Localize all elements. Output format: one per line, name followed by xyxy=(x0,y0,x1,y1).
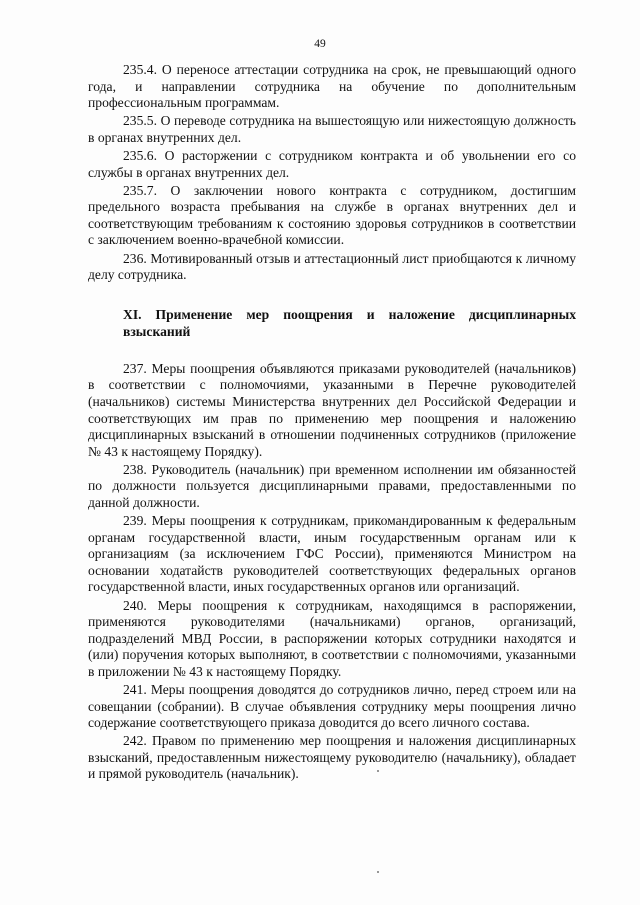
paragraph-235-4: 235.4. О переносе аттестации сотрудника на срок, не превышающий одного года, и направлении сотрудника на обучение по дополнительным профессиональным программам. xyxy=(88,62,576,111)
paragraph-241: 241. Меры поощрения доводятся до сотрудников лично, перед строем или на совещании (собрании). В случае объявления сотруднику меры поощрения лично содержание соответствующего приказа доводится до всего личного состава. xyxy=(88,682,576,731)
paragraph-238: 238. Руководитель (начальник) при временном исполнении им обязанностей по должности пользуется дисциплинарными правами, предоставленными по данной должности. xyxy=(88,461,576,510)
scan-speck xyxy=(377,770,379,772)
paragraph-237: 237. Меры поощрения объявляются приказами руководителей (начальников) в соответствии с полномочиями, указанными в Перечне руководителей (начальников) системы Министерства внутренних дел Российской Федерации и соответствующих им прав по применению мер поощрения и наложению дисциплинарных взысканий в отношении подчиненных сотрудников (приложение № 43 к настоящему Порядку). xyxy=(88,360,576,459)
paragraph-236: 236. Мотивированный отзыв и аттестационный лист приобщаются к личному делу сотрудника. xyxy=(88,250,576,283)
section-heading: XI. Применение мер поощрения и наложение дисциплинарных взысканий xyxy=(123,306,576,339)
page-number: 49 xyxy=(314,38,326,50)
paragraph-235-6: 235.6. О расторжении с сотрудником контракта и об увольнении его со службы в органах внутренних дел. xyxy=(88,147,576,180)
document-body xyxy=(88,62,576,785)
paragraph-235-7: 235.7. О заключении нового контракта с сотрудником, достигшим предельного возраста пребывания на службе в органах внутренних дел и соответствующим требованиям к состоянию здоровья сотрудников в соответствии с заключением военно-врачебной комиссии. xyxy=(88,182,576,248)
paragraph-235-5: 235.5. О переводе сотрудника на вышестоящую или нижестоящую должность в органах внутренних дел. xyxy=(88,113,576,145)
scan-speck xyxy=(377,871,379,873)
paragraph-242: 242. Правом по применению мер поощрения и наложения дисциплинарных взысканий, предоставленным нижестоящему руководителю (начальнику), обладает и прямой руководитель (начальник). xyxy=(88,733,576,782)
paragraph-240: 240. Меры поощрения к сотрудникам, находящимся в распоряжении, применяются руководителями (начальниками) органов, организаций, подразделений МВД России, в распоряжении которых сотрудники находятся и (или) поручения которых выполняют, в соответствии с полномочиями, указанными в приложении № 43 к настоящему Порядку. xyxy=(88,597,576,679)
paragraph-239: 239. Меры поощрения к сотрудникам, прикомандированным к федеральным органам государственной власти, иным государственным органам или к организациям (за исключением ГФС России), применяются Министром на основании ходатайств руководителей соответствующих федеральных органов государственной власти, иных государственных органов или организаций. xyxy=(88,513,576,595)
